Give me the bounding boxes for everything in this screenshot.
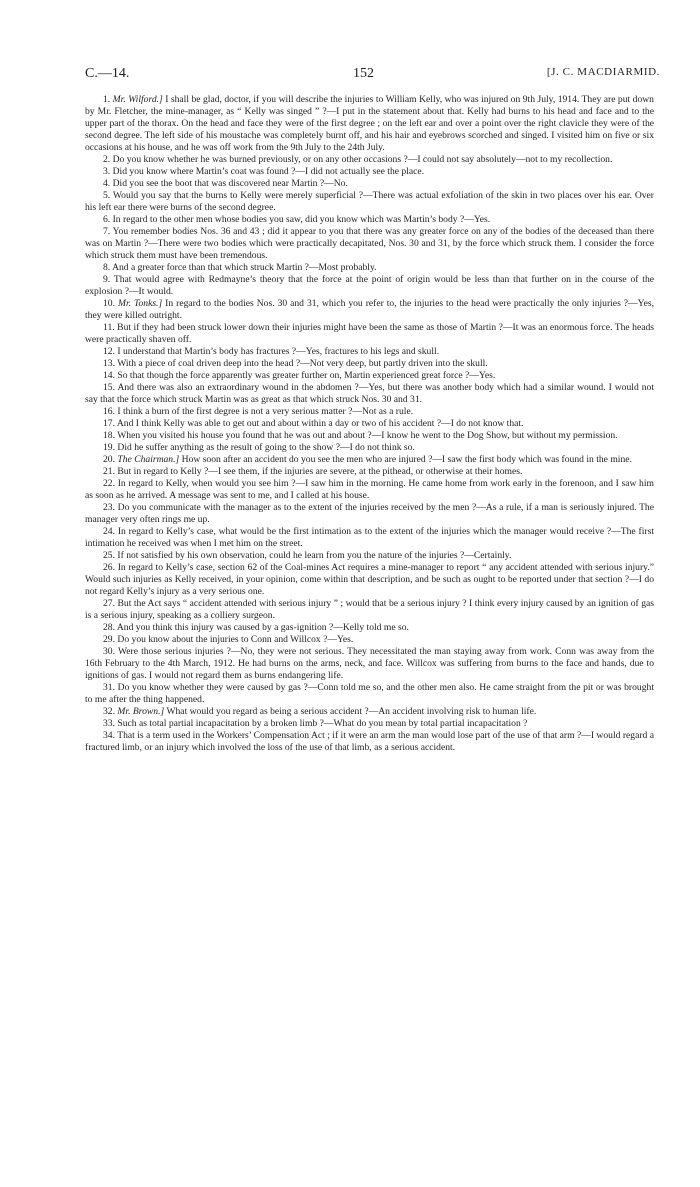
testimony-paragraph [85,454,654,466]
testimony-paragraph [85,634,654,646]
question-answer-text: If not satisfied by his own observation, could he learn from you the nature of the injuries ?—Certainly. [117,550,512,561]
question-answer-text: But if they had been struck lower down their injuries might have been the same as those of Martin ?—It was an enormous force. The heads were practically shaven off. [85,322,654,345]
testimony-paragraph [85,274,654,298]
question-answer-text: I understand that Martin’s body has fractures ?—Yes, fractures to his legs and skull. [117,346,440,357]
testimony-paragraph [85,178,654,190]
question-number: 3. [103,166,111,177]
question-answer-text: Did you see the boot that was discovered near Martin ?—No. [112,178,348,189]
question-number: 5. [103,190,111,201]
question-answer-text: What would you regard as being a serious accident ?—An accident involving risk to human life. [164,706,537,717]
question-number: 32. [103,706,115,717]
testimony-paragraph [85,550,654,562]
testimony-paragraph [85,382,654,406]
question-number: 31. [103,682,115,693]
question-number: 21. [103,466,115,477]
testimony-paragraph [85,226,654,262]
testimony-paragraph [85,442,654,454]
question-answer-text: Did he suffer anything as the result of going to the show ?—I do not think so. [117,442,415,453]
question-number: 22. [103,478,115,489]
question-number: 34. [103,730,115,741]
question-answer-text: With a piece of coal driven deep into the head ?—Not very deep, but partly driven into the skull. [117,358,488,369]
question-answer-text: Such as total partial incapacitation by a broken limb ?—What do you mean by total partial incapacitation ? [117,718,528,729]
question-answer-text: When you visited his house you found that he was out and about ?—I know he went to the Dog Show, but without my permission. [117,430,618,441]
speaker-label: Mr. Tonks.] [117,298,163,309]
question-number: 33. [103,718,115,729]
testimony-paragraph [85,478,654,502]
testimony-paragraph [85,502,654,526]
testimony-paragraph [85,622,654,634]
question-number: 16. [103,406,115,417]
question-number: 20. [103,454,115,465]
question-number: 13. [103,358,115,369]
question-answer-text: That is a term used in the Workers’ Compensation Act ; if it were an arm the man would lose part of the use of that arm ?—I would regard a fractured limb, or an injury which involved the loss of the use of that limb, as a serious accident. [85,730,654,753]
testimony-paragraph [85,646,654,682]
question-answer-text: In regard to Kelly’s case, what would be the first intimation as to the extent of the injuries which the manager would receive ?—The first intimation he received was when I met him on the street. [85,526,654,549]
question-answer-text: Would you say that the burns to Kelly were merely superficial ?—There was actual exfoliation of the skin in two places over his ear. Over his left ear there were burns of the second degree. [85,190,654,213]
testimony-paragraph [85,190,654,214]
question-number: 23. [103,502,115,513]
testimony-paragraph [85,718,654,730]
question-answer-text: And a greater force than that which struck Martin ?—Most probably. [112,262,377,273]
testimony-paragraph [85,370,654,382]
question-number: 28. [103,622,115,633]
question-answer-text: Do you know whether he was burned previously, or on any other occasions ?—I could not say absolutely—not to my recollection. [112,154,613,165]
question-answer-text: I shall be glad, doctor, if you will describe the injuries to William Kelly, who was injured on 9th July, 1914. They are put down by Mr. Fletcher, the mine-manager, as “ Kelly was singed ” ?—I put in the statement about that. Kelly had burns to his head and face and to the upper part of the thorax. On the head and face they were of the first degree ; on the left ear and over a point over the right clavicle they were of the second degree. The left side of his moustache was completely burnt off, and his hair and eyebrows scorched and singed. I visited him on five or six occasions at his house, and he was off work from the 9th July to the 24th July. [85,94,654,153]
testimony-body [85,94,654,754]
testimony-paragraph [85,262,654,274]
testimony-paragraph [85,346,654,358]
question-answer-text: In regard to the bodies Nos. 30 and 31, which you refer to, the injuries to the head were practically the only injuries ?—Yes, they were killed outright. [85,298,654,321]
testimony-paragraph [85,214,654,226]
question-number: 7. [103,226,111,237]
question-answer-text: So that though the force apparently was greater further on, Martin experienced great force ?—Yes. [117,370,496,381]
question-number: 18. [103,430,115,441]
question-answer-text: And I think Kelly was able to get out and about within a day or two of his accident ?—I do not know that. [116,418,524,429]
testimony-paragraph [85,94,654,154]
question-answer-text: In regard to Kelly, when would you see him ?—I saw him in the morning. He came home from work early in the forenoon, and I saw him as soon as he arrived. A message was sent to me, and I called at his house. [85,478,654,501]
testimony-paragraph [85,358,654,370]
testimony-paragraph [85,430,654,442]
testimony-paragraph [85,298,654,322]
question-answer-text: Do you know about the injuries to Conn and Willcox ?—Yes. [117,634,354,645]
question-answer-text: But the Act says “ accident attended with serious injury ” ; would that be a serious injury ? I think every injury caused by an ignition of gas is a serious injury, speaking as a colliery surgeon. [85,598,654,621]
testimony-paragraph [85,682,654,706]
testimony-paragraph [85,562,654,598]
question-answer-text: I think a burn of the first degree is not a very serious matter ?—Not as a rule. [117,406,414,417]
page-number: 152 [353,66,374,81]
question-number: 9. [103,274,111,285]
page-header [85,66,660,88]
question-answer-text: Did you know where Martin’s coat was found ?—I did not actually see the place. [112,166,425,177]
question-answer-text: How soon after an accident do you see the men who are injured ?—I saw the first body which was found in the mine. [179,454,632,465]
question-number: 11. [103,322,115,333]
question-answer-text: Do you communicate with the manager as to the extent of the injuries received by the men ?—As a rule, if a man is seriously injured. The manager very often rings me up. [85,502,654,525]
testimony-paragraph [85,166,654,178]
section-code: C.—14. [85,66,130,81]
question-answer-text: Do you know whether they were caused by gas ?—Conn told me so, and the other men also. He came straight from the pit or was brought to me after the thing happened. [85,682,654,705]
question-number: 4. [103,178,111,189]
question-answer-text: Were those serious injuries ?—No, they were not serious. They necessitated the man staying away from work. Conn was away from the 16th February to the 4th March, 1912. He had burns on the arms, neck, and face. Willcox was suffering from burns to the face and hands, due to ignitions of gas. I would not regard them as burns endangering life. [85,646,654,681]
testimony-paragraph [85,418,654,430]
question-answer-text: And there was also an extraordinary wound in the abdomen ?—Yes, but there was another body which had a similar wound. I would not say that the force which struck Martin was as great as that which struck Nos. 30 and 31. [85,382,654,405]
question-number: 29. [103,634,115,645]
question-number: 12. [103,346,115,357]
speaker-label: Mr. Wilford.] [112,94,163,105]
speaker-label: The Chairman.] [117,454,180,465]
testimony-paragraph [85,466,654,478]
question-number: 26. [103,562,115,573]
question-number: 14. [103,370,115,381]
question-number: 2. [103,154,111,165]
testimony-paragraph [85,706,654,718]
question-answer-text: And you think this injury was caused by a gas-ignition ?—Kelly told me so. [116,622,409,633]
question-number: 6. [103,214,111,225]
question-answer-text: But in regard to Kelly ?—I see them, if the injuries are severe, at the pithead, or otherwise at their homes. [117,466,523,477]
testimony-paragraph [85,322,654,346]
question-answer-text: That would agree with Redmayne’s theory that the force at the point of origin would be less than that further on in the course of the explosion ?—It would. [85,274,655,297]
testimony-paragraph [85,406,654,418]
testimony-paragraph [85,154,654,166]
witness-name: [J. C. MACDIARMID. [546,66,660,78]
document-page [85,66,660,754]
testimony-paragraph [85,598,654,622]
question-number: 27. [103,598,115,609]
question-answer-text: In regard to Kelly’s case, section 62 of the Coal-mines Act requires a mine-manager to report “ any accident attended with serious injury.” Would such injuries as Kelly received, in your opinion, come within that description, and be such as ought to be reported under that section ?—I do not regard Kelly’s injury as a very serious one. [85,562,654,597]
speaker-label: Mr. Brown.] [117,706,165,717]
question-number: 17. [103,418,115,429]
question-number: 30. [103,646,115,657]
testimony-paragraph [85,730,654,754]
question-number: 19. [103,442,115,453]
question-number: 15. [103,382,115,393]
question-number: 8. [103,262,111,273]
question-number: 10. [103,298,115,309]
question-number: 25. [103,550,115,561]
question-answer-text: You remember bodies Nos. 36 and 43 ; did it appear to you that there was any greater force on any of the bodies of the deceased than there was on Martin ?—There were two bodies which were practically decapitated, Nos. 30 and 31, by the force which struck them. I consider the force which struck them must have been tremendous. [85,226,654,261]
testimony-paragraph [85,526,654,550]
question-number: 24. [103,526,115,537]
question-answer-text: In regard to the other men whose bodies you saw, did you know which was Martin’s body ?—Yes. [112,214,491,225]
question-number: 1. [103,94,111,105]
